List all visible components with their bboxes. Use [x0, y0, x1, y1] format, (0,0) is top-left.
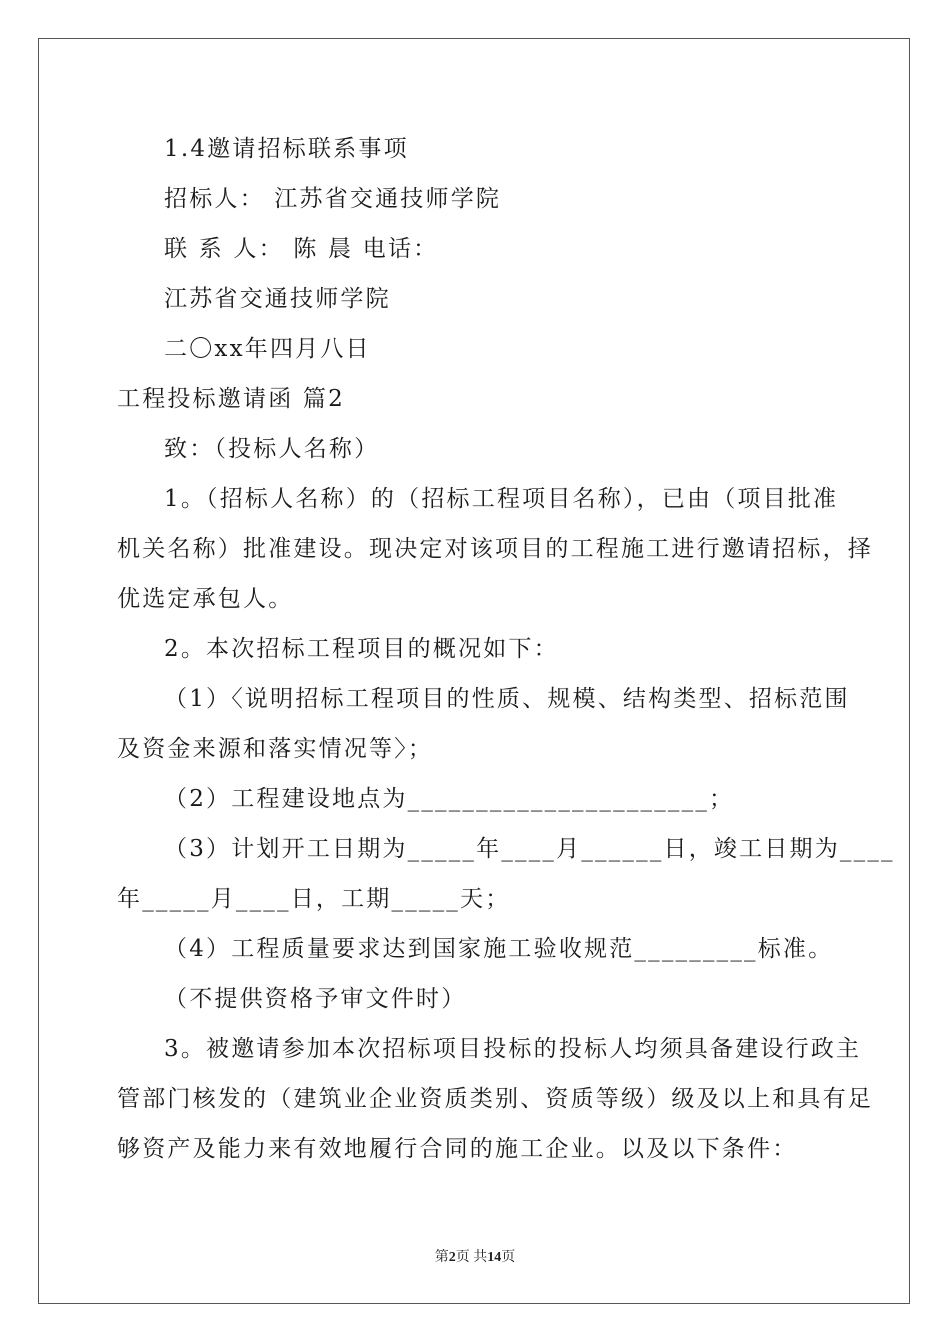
- chapter-title: 工程投标邀请函 篇2: [117, 386, 345, 412]
- signature-org: 江苏省交通技师学院: [164, 286, 391, 312]
- page-footer: [0, 1246, 950, 1266]
- paragraph-line: 够资产及能力来有效地履行合同的施工企业。以及以下条件：: [117, 1136, 798, 1162]
- page-number: 2: [448, 1250, 456, 1265]
- page-suffix: 页: [501, 1250, 516, 1265]
- addressee-line: 致：（投标人名称）: [164, 436, 380, 462]
- paragraph-line: （1）〈说明招标工程项目的性质、规模、结构类型、招标范围: [164, 686, 850, 712]
- paragraph-line: （3）计划开工日期为_____年____月______日，竣工日期为____: [164, 836, 895, 862]
- paragraph-line: 机关名称）批准建设。现决定对该项目的工程施工进行邀请招标，择: [117, 536, 873, 562]
- paragraph-line: 年_____月____日，工期_____天；: [117, 886, 511, 912]
- page-prefix: 第: [434, 1250, 449, 1265]
- tenderer-line: 招标人： 江苏省交通技师学院: [164, 186, 502, 212]
- signature-date: 二〇xx年四月八日: [164, 336, 371, 362]
- paragraph-line: （2）工程建设地点为______________________；: [164, 786, 735, 812]
- page-total: 14: [487, 1250, 502, 1265]
- paragraph-line: 优选定承包人。: [117, 586, 294, 612]
- paragraph-line: 及资金来源和落实情况等〉；: [117, 736, 434, 762]
- contact-line: 联 系 人： 陈 晨 电话：: [164, 236, 439, 262]
- paragraph-line: （4）工程质量要求达到国家施工验收规范_________标准。: [164, 936, 834, 962]
- paragraph-line: 管部门核发的（建筑业企业资质类别、资质等级）级及以上和具有足: [117, 1086, 873, 1112]
- paragraph-line: 2。本次招标工程项目的概况如下：: [164, 636, 559, 662]
- section-heading: 1.4邀请招标联系事项: [164, 136, 409, 162]
- page-mid: 页 共: [455, 1250, 488, 1265]
- paragraph-line: （不提供资格予审文件时）: [164, 986, 467, 1012]
- paragraph-line: 3。被邀请参加本次招标项目投标的投标人均须具备建设行政主: [164, 1036, 862, 1062]
- paragraph-line: 1。（招标人名称）的（招标工程项目名称），已由（项目批准: [164, 486, 839, 512]
- page-border: [38, 38, 910, 1304]
